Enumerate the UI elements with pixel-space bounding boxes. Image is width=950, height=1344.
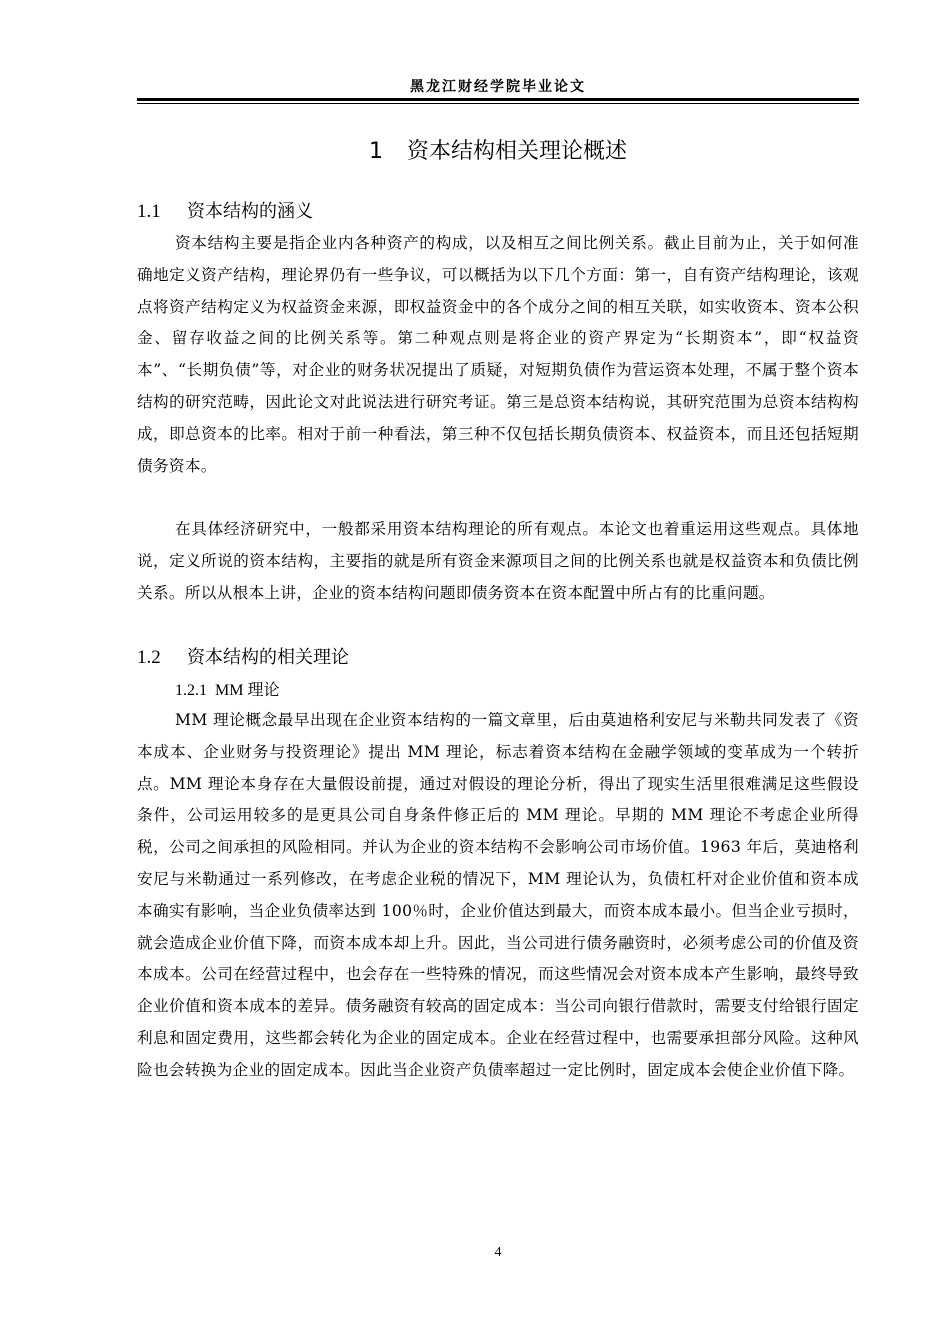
chapter-title (137, 136, 859, 168)
subsection-heading-1-2-1 (175, 680, 859, 702)
running-header: 黑龙江财经学院毕业论文 (410, 79, 586, 95)
header-rule (137, 98, 859, 101)
paragraph: MM 理论概念最早出现在企业资本结构的一篇文章里，后由莫迪格利安尼与米勒共同发表了《资本成本、企业财务与投资理论》提出 MM 理论，标志着资本结构在金融学领域的变革成为一个转折点。MM 理论本身存在大量假设前提，通过对假设的理论分析，得出了现实生活里很难满足这些假设条件，公司运用较多的是更具公司自身条件修正后的 MM 理论。早期的 MM 理论不考虑企业所得税，公司之间承担的风险相同。并认为企业的资本结构不会影响公司市场价值。1963 年后，莫迪格利安尼与米勒通过一系列修改，在考虑企业税的情况下，MM 理论认为，负债杠杆对企业价值和资本成本确实有影响，当企业负债率达到 100％时，企业价值达到最大，而资本成本最小。但当企业亏损时，就会造成企业价值下降，而资本成本却上升。因此，当公司进行债务融资时，必须考虑公司的价值及资本成本。公司在经营过程中，也会存在一些特殊的情况，而这些情况会对资本成本产生影响，最终导致企业价值和资本成本的差异。债务融资有较高的固定成本：当公司向银行借款时，需要支付给银行固定利息和固定费用，这些都会转化为企业的固定成本。企业在经营过程中，也需要承担部分风险。这种风险也会转换为企业的固定成本。因此当企业资产负债率超过一定比例时，固定成本会使企业价值下降。 (137, 711, 859, 1079)
chapter-title-text: 资本结构相关理论概述 (406, 139, 627, 164)
paragraph: 资本结构主要是指企业内各种资产的构成，以及相互之间比例关系。截止目前为止，关于如何准确地定义资产结构，理论界仍有一些争议，可以概括为以下几个方面：第一，自有资产结构理论，该观点将资产结构定义为权益资金来源，即权益资金中的各个成分之间的相互关联，如实收资本、资本公积金、留存收益之间的比例关系等。第二种观点则是将企业的资产界定为“长期资本”，即“权益资本”、“长期负债”等，对企业的财务状况提出了质疑，对短期负债作为营运资本处理，不属于整个资本结构的研究范畴，因此论文对此说法进行研究考证。第三是总资本结构说，其研究范围为总资本结构构成，即总资本的比率。相对于前一种看法，第三种不仅包括长期负债资本、权益资本，而且还包括短期债务资本。 (137, 234, 859, 475)
section-heading-1-1 (137, 199, 859, 225)
subsection-number: 1.2.1 (175, 682, 207, 699)
header-rule-thin (137, 103, 859, 104)
section-title: 资本结构的相关理论 (187, 647, 349, 668)
paragraph: 在具体经济研究中，一般都采用资本结构理论的所有观点。本论文也着重运用这些观点。具体地说，定义所说的资本结构，主要指的就是所有资金来源项目之间的比例关系也就是权益资本和负债比例关系。所以从根本上讲，企业的资本结构问题即债务资本在资本配置中所占有的比重问题。 (137, 520, 859, 602)
section-number: 1.1 (137, 201, 161, 222)
section-heading-1-2 (137, 645, 859, 671)
section-title: 资本结构的涵义 (187, 201, 313, 222)
section-number: 1.2 (137, 647, 161, 668)
chapter-number: 1 (368, 139, 383, 164)
page-number: 4 (494, 1245, 502, 1260)
subsection-title: MM 理论 (215, 682, 280, 699)
